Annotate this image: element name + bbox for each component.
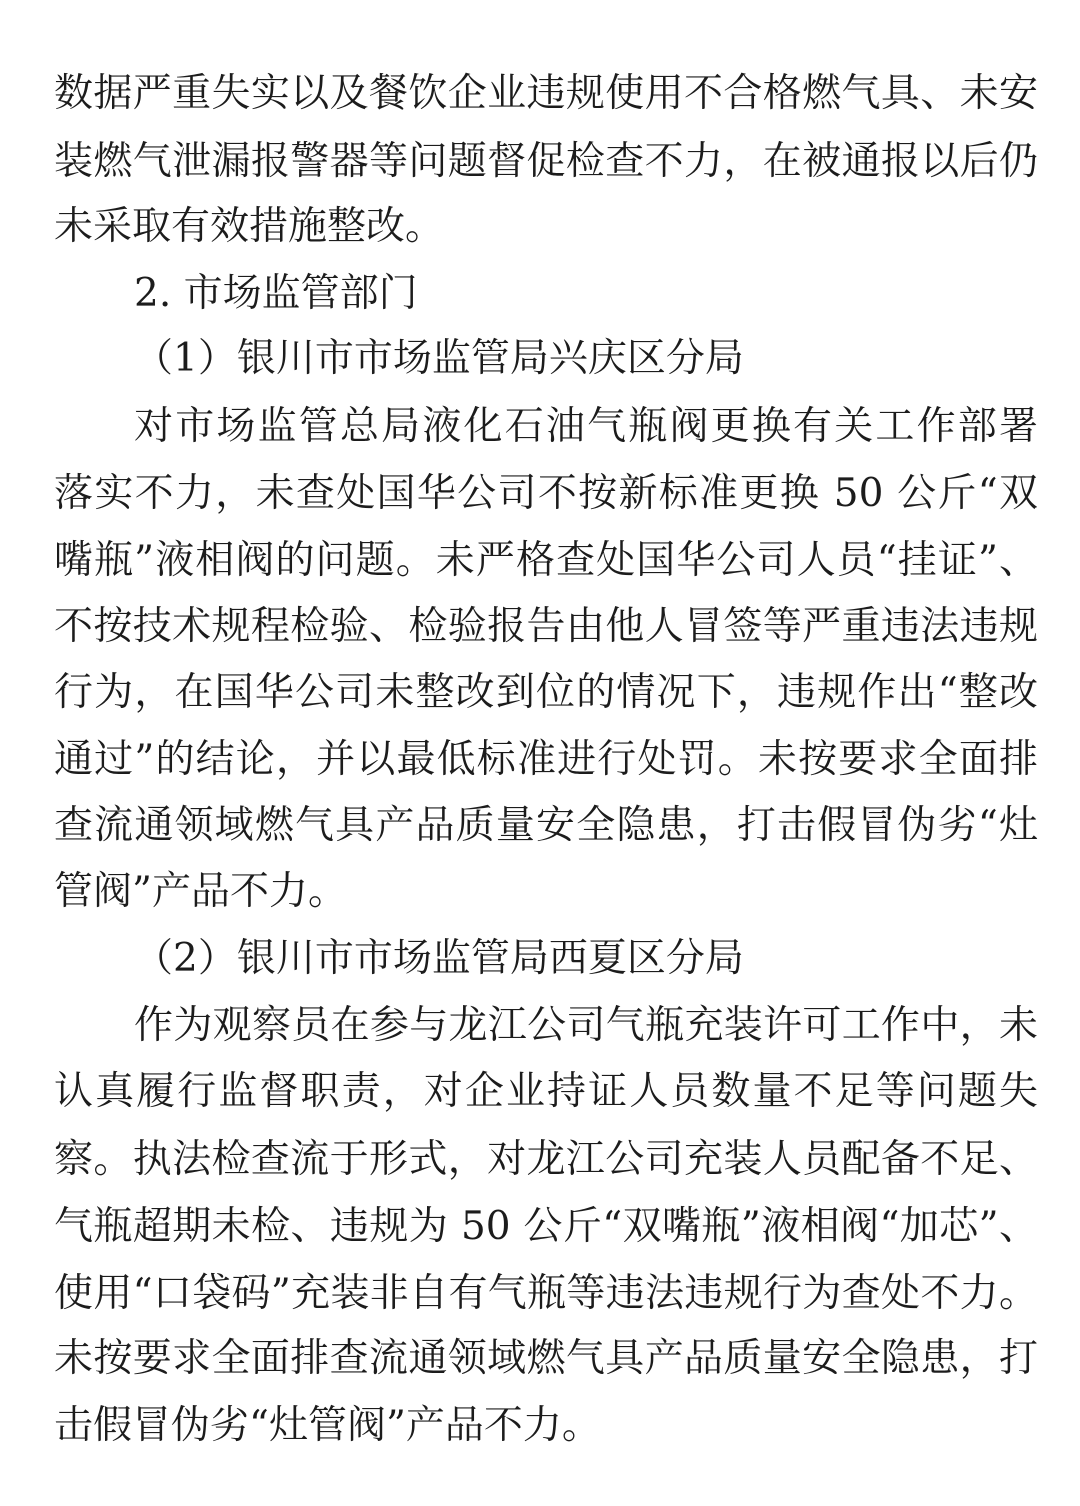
- text-line-19: 使用“口袋码”充装非自有气瓶等违法违规行为查处不力。: [54, 1271, 1038, 1316]
- text-line-21: 击假冒伪劣“灶管阀”产品不力。: [54, 1403, 601, 1448]
- text-line-3: 未采取有效措施整改。: [54, 204, 445, 249]
- text-line-18: 气瓶超期未检、违规为 50 公斤“双嘴瓶”液相阀“加芯”、: [54, 1204, 1038, 1249]
- subsection-heading-xingqing: （1）银川市市场监管局兴庆区分局: [134, 336, 744, 381]
- text-line-17: 察。执法检查流于形式，对龙江公司充装人员配备不足、: [54, 1137, 1038, 1182]
- text-line-8: 嘴瓶”液相阀的问题。未严格查处国华公司人员“挂证”、: [54, 538, 1038, 583]
- text-line-1: 数据严重失实以及餐饮企业违规使用不合格燃气具、未安: [54, 71, 1038, 116]
- text-line-12: 查流通领域燃气具产品质量安全隐患，打击假冒伪劣“灶: [54, 803, 1038, 848]
- text-line-7: 落实不力，未查处国华公司不按新标准更换 50 公斤“双: [54, 471, 1038, 516]
- text-line-9: 不按技术规程检验、检验报告由他人冒签等严重违法违规: [54, 604, 1038, 649]
- text-line-11: 通过”的结论，并以最低标准进行处罚。未按要求全面排: [54, 737, 1038, 782]
- text-line-15: 作为观察员在参与龙江公司气瓶充装许可工作中，未: [134, 1003, 1038, 1048]
- text-line-2: 装燃气泄漏报警器等问题督促检查不力，在被通报以后仍: [54, 139, 1038, 184]
- text-line-10: 行为，在国华公司未整改到位的情况下，违规作出“整改: [54, 670, 1038, 715]
- text-line-6: 对市场监管总局液化石油气瓶阀更换有关工作部署: [134, 404, 1038, 449]
- text-line-20: 未按要求全面排查流通领域燃气具产品质量安全隐患，打: [54, 1336, 1038, 1381]
- text-line-16: 认真履行监督职责，对企业持证人员数量不足等问题失: [54, 1069, 1038, 1114]
- subsection-heading-xixia: （2）银川市市场监管局西夏区分局: [134, 936, 744, 981]
- text-line-13: 管阀”产品不力。: [54, 869, 347, 914]
- section-heading-market-supervision: 2. 市场监管部门: [134, 271, 418, 316]
